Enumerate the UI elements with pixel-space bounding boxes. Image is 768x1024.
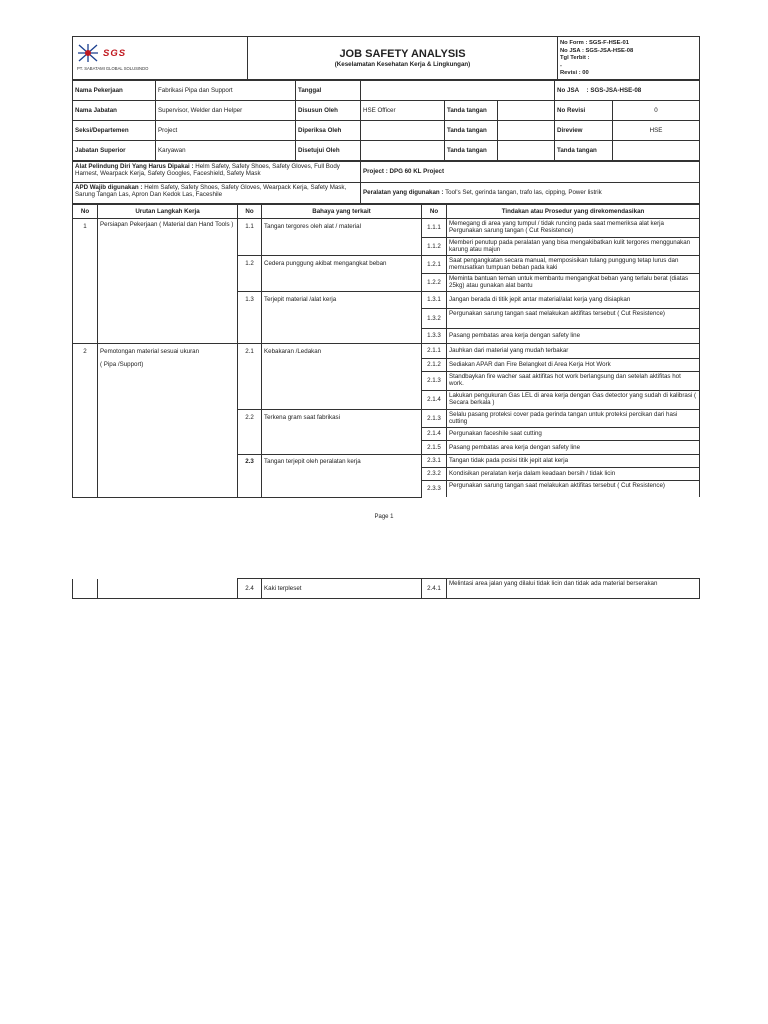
steps-table: [72, 204, 700, 498]
tanda-tangan-value-3: [498, 140, 555, 160]
no-jsa-value: : SGS-JSA-HSE-08: [586, 86, 642, 94]
disusun-value: HSE Officer: [361, 100, 445, 120]
tanda-tangan-label-2: Tanda tangan: [445, 120, 498, 140]
project-cell: [361, 161, 700, 182]
cont-step-urutan: [98, 579, 238, 599]
action-text: Pasang pembatas area kerja dengan safety line: [447, 440, 700, 454]
project-value: : DPG 60 KL Project: [383, 168, 445, 175]
hazard-text: Tangan tergores oleh alat / material: [262, 218, 422, 255]
apd-cell: [73, 161, 361, 182]
col-no: No: [73, 204, 98, 218]
apd-wajib-label: APD Wajib digunakan :: [75, 183, 143, 191]
action-text: Jauhkan dari material yang mudah terbakar: [447, 343, 700, 358]
no-jsa-meta: No JSA : SGS-JSA-HSE-08: [560, 47, 634, 54]
table-row: [73, 218, 700, 237]
jabatan-superior-value: Karyawan: [156, 140, 296, 160]
apd-wajib-value: Helm Safety, Safety Shoes, Safety Gloves, Wearpack Kerja, Safety Mask, Sarung Tangan Las, Apron Dan Kedok Las, Faceshile: [75, 183, 347, 198]
hazard-text: Terjepit material /alat kerja: [262, 291, 422, 343]
action-no: 2.3.1: [422, 454, 447, 467]
action-no: 2.3.3: [422, 480, 447, 497]
hazard-no: 1.2: [238, 255, 262, 291]
apd-wajib-cell: [73, 182, 361, 203]
table-row: [73, 579, 700, 599]
action-no: 2.4.1: [422, 579, 447, 599]
col-no2: No: [238, 204, 262, 218]
seksi-value: Project: [156, 120, 296, 140]
step-no: 2: [73, 343, 98, 497]
diperiksa-label: Diperiksa Oleh: [296, 120, 361, 140]
apd-value: Helm Safety, Safety Shoes, Safety Gloves, Full Body Harnest, Wearpack Kerja, Safety Googles, Faceshield, Safety Mask: [75, 162, 340, 177]
action-text: Pergunakan sarung tangan saat melakukan aktifitas tersebut ( Cut Resistence): [447, 308, 700, 328]
tgl-terbit: Tgl Terbit :: [560, 55, 590, 61]
action-text: Saat pengangkatan secara manual, memposisikan tulang punggung tetap lurus dan memusatkan tumpuan beban pada kaki: [447, 255, 700, 273]
apd-label: Alat Pelindung Diri Yang Harus Dipakai :: [75, 162, 194, 170]
tanda-tangan-label-1: Tanda tangan: [445, 100, 498, 120]
header-table: [72, 36, 700, 80]
action-text: Memegang di area yang tumpul / tidak runcing pada saat memeriksa alat kerja Pergunakan sarung tangan ( Cut Resistence): [447, 218, 700, 237]
page-title: JOB SAFETY ANALYSIS: [339, 47, 466, 60]
action-no: 2.1.5: [422, 440, 447, 454]
action-text: Pasang pembatas area kerja dengan safety line: [447, 328, 700, 343]
hazard-text: Tangan terjepit oleh peralatan kerja: [262, 454, 422, 497]
disusun-label: Disusun Oleh: [296, 100, 361, 120]
step-urutan: Persiapan Pekerjaan ( Material dan Hand Tools ): [98, 218, 238, 343]
action-text: Pergunakan faceshile saat cutting: [447, 427, 700, 440]
seksi-label: Seksi/Departemen: [73, 120, 156, 140]
revisi: Revisi : 00: [560, 70, 589, 76]
tanggal-value: [361, 80, 555, 100]
hazard-text: Kebakaran /Ledakan: [262, 343, 422, 409]
action-text: Lakukan pengukuran Gas LEL di area kerja dengan Gas detector yang sudah di kalibrasi ( Secara berkala ): [447, 390, 700, 409]
step-urutan-sub: ( Pipa /Support): [100, 360, 144, 368]
page-subtitle: (Keselamatan Kesehatan Kerja & Lingkungan): [334, 60, 471, 68]
direview-label: Direview: [555, 120, 613, 140]
action-text: Melintasi area jalan yang dilalui tidak licin dan tidak ada material berserakan: [447, 579, 700, 599]
action-no: 2.1.3: [422, 409, 447, 427]
nama-pekerjaan-label: Nama Pekerjaan: [73, 80, 156, 100]
action-text: Tangan tidak pada posisi titik jepit alat kerja: [447, 454, 700, 467]
tanda-tangan-label-3: Tanda tangan: [445, 140, 498, 160]
tanda-tangan-label-4: Tanda tangan: [555, 140, 613, 160]
tanda-tangan-value-1: [498, 100, 555, 120]
info-table: [72, 80, 700, 161]
action-text: Jangan berada di titik jepit antar material/alat kerja yang disiapkan: [447, 291, 700, 308]
logo-text: SGS: [103, 47, 127, 59]
action-text: Meminta bantuan teman untuk membantu mengangkat beban yang terlalu berat (diatas 25kg) atau gunakan alat bantu: [447, 273, 700, 291]
hazard-no: 2.2: [238, 409, 262, 454]
action-no: 1.2.1: [422, 255, 447, 273]
no-jsa-cell: [555, 80, 700, 100]
page-number: Page 1: [374, 514, 394, 520]
continuation-table: [72, 578, 700, 599]
disetujui-label: Disetujui Oleh: [296, 140, 361, 160]
action-text: Kondisikan peralatan kerja dalam keadaan bersih / tidak licin: [447, 467, 700, 480]
action-no: 1.3.1: [422, 291, 447, 308]
tanda-tangan-value-2: [498, 120, 555, 140]
peralatan-value: Tool's Set, gerinda tangan, trafo las, cipping, Power listrik: [443, 189, 602, 196]
apd-table: [72, 161, 700, 204]
jsa-sheet: [72, 36, 699, 498]
company-name: PT. SABATAMI GLOBAL SOLUSINDO: [77, 66, 149, 72]
no-revisi-value: 0: [613, 100, 700, 120]
tanggal-label: Tanggal: [296, 80, 361, 100]
action-no: 1.1.1: [422, 218, 447, 237]
disetujui-value: [361, 140, 445, 160]
no-form: No Form : SGS-F-HSE-01: [560, 40, 629, 46]
tgl-dash: -: [560, 62, 562, 69]
nama-jabatan-label: Nama Jabatan: [73, 100, 156, 120]
col-bahaya: Bahaya yang terkait: [262, 204, 422, 218]
peralatan-label: Peralatan yang digunakan :: [363, 189, 444, 196]
hazard-no: 2.3: [238, 454, 262, 497]
hazard-no: 2.4: [238, 579, 262, 599]
action-text: Standbaykan fire wacher saat aktifitas hot work berlangsung dan setelah aktifitas hot work.: [447, 371, 700, 390]
col-tindakan: Tindakan atau Prosedur yang direkomendasikan: [447, 204, 700, 218]
continuation-block: [72, 578, 699, 599]
nama-pekerjaan: Fabrikasi Pipa dan Support: [156, 80, 296, 100]
direview-value: HSE: [613, 120, 700, 140]
action-text: Pergunakan sarung tangan saat melakukan aktifitas tersebut ( Cut Resistence): [447, 480, 700, 497]
form-meta: [558, 37, 700, 80]
col-no3: No: [422, 204, 447, 218]
hazard-text: Cedera punggung akibat mengangkat beban: [262, 255, 422, 291]
company-logo: [73, 37, 248, 80]
hazard-text: Kaki terpleset: [262, 579, 422, 599]
action-text: Memberi penutup pada peralatan yang bisa mengakibatkan kulit tergores menggunakan karung atau majun: [447, 237, 700, 255]
action-no: 1.1.2: [422, 237, 447, 255]
diperiksa-value: [361, 120, 445, 140]
hazard-no: 1.1: [238, 218, 262, 255]
no-jsa-label: No JSA: [557, 86, 579, 94]
action-no: 2.1.3: [422, 371, 447, 390]
hazard-text: Terkena gram saat fabrikasi: [262, 409, 422, 454]
title-cell: [248, 37, 558, 80]
action-no: 1.3.3: [422, 328, 447, 343]
jabatan-superior-label: Jabatan Superior: [73, 140, 156, 160]
tanda-tangan-value-4: [613, 140, 700, 160]
action-no: 2.1.4: [422, 427, 447, 440]
action-no: 2.1.4: [422, 390, 447, 409]
step-urutan: Pemotongan material sesuai ukuran: [100, 347, 200, 355]
peralatan-cell: [361, 182, 700, 203]
table-row: [73, 343, 700, 358]
action-no: 1.2.2: [422, 273, 447, 291]
action-no: 1.3.2: [422, 308, 447, 328]
cont-step-no: [73, 579, 98, 599]
col-urutan: Urutan Langkah Kerja: [98, 204, 238, 218]
step-no: 1: [73, 218, 98, 343]
action-no: 2.1.2: [422, 358, 447, 371]
action-no: 2.3.2: [422, 467, 447, 480]
action-text: Sediakan APAR dan Fire Belangket di Area Kerja Hot Work: [447, 358, 700, 371]
action-text: Selalu pasang proteksi cover pada gerinda tangan untuk proteksi percikan dari hasi cutting: [447, 409, 700, 427]
sgs-star-icon: [77, 43, 99, 63]
step-urutan-cell: [98, 343, 238, 497]
hazard-no: 1.3: [238, 291, 262, 343]
no-revisi-label: No Revisi: [555, 100, 613, 120]
action-no: 2.1.1: [422, 343, 447, 358]
hazard-no: 2.1: [238, 343, 262, 409]
project-label: Project: [363, 168, 384, 175]
nama-jabatan: Supervisor, Welder dan Helper: [156, 100, 296, 120]
